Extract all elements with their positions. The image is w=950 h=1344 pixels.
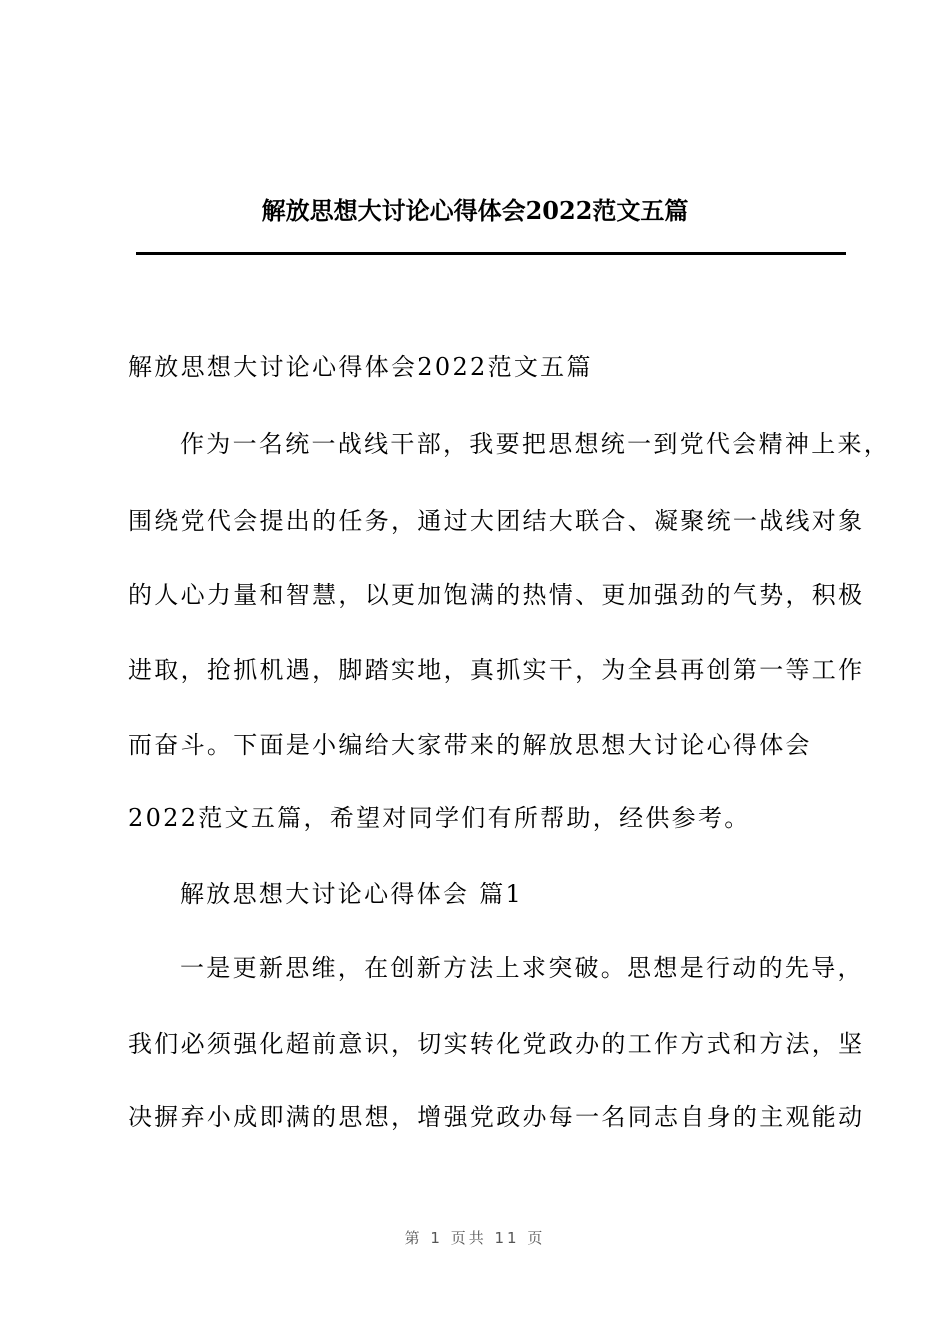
paragraph-line: 进取，抢抓机遇，脚踏实地，真抓实干，为全县再创第一等工作 (128, 656, 865, 684)
section-heading: 解放思想大讨论心得体会 篇1 (180, 880, 524, 908)
paragraph-line: 围绕党代会提出的任务，通过大团结大联合、凝聚统一战线对象 (128, 507, 865, 535)
header-title: 解放思想大讨论心得体会2022范文五篇 (261, 196, 689, 225)
paragraph-line: 决摒弃小成即满的思想，增强党政办每一名同志自身的主观能动 (128, 1103, 865, 1131)
paragraph-line: 一是更新思维，在创新方法上求突破。思想是行动的先导， (180, 954, 864, 982)
paragraph-line: 2022范文五篇，希望对同学们有所帮助，经供参考。 (128, 804, 751, 832)
header-divider (136, 252, 846, 255)
paragraph-line: 我们必须强化超前意识，切实转化党政办的工作方式和方法，坚 (128, 1030, 865, 1058)
body-title-line: 解放思想大讨论心得体会2022范文五篇 (128, 353, 593, 381)
page-number-footer: 第 1 页共 11 页 (404, 1229, 546, 1247)
paragraph-line: 的人心力量和智慧，以更加饱满的热情、更加强劲的气势，积极 (128, 581, 865, 609)
paragraph-line: 作为一名统一战线干部，我要把思想统一到党代会精神上来， (180, 430, 891, 458)
paragraph-line: 而奋斗。下面是小编给大家带来的解放思想大讨论心得体会 (128, 731, 812, 759)
